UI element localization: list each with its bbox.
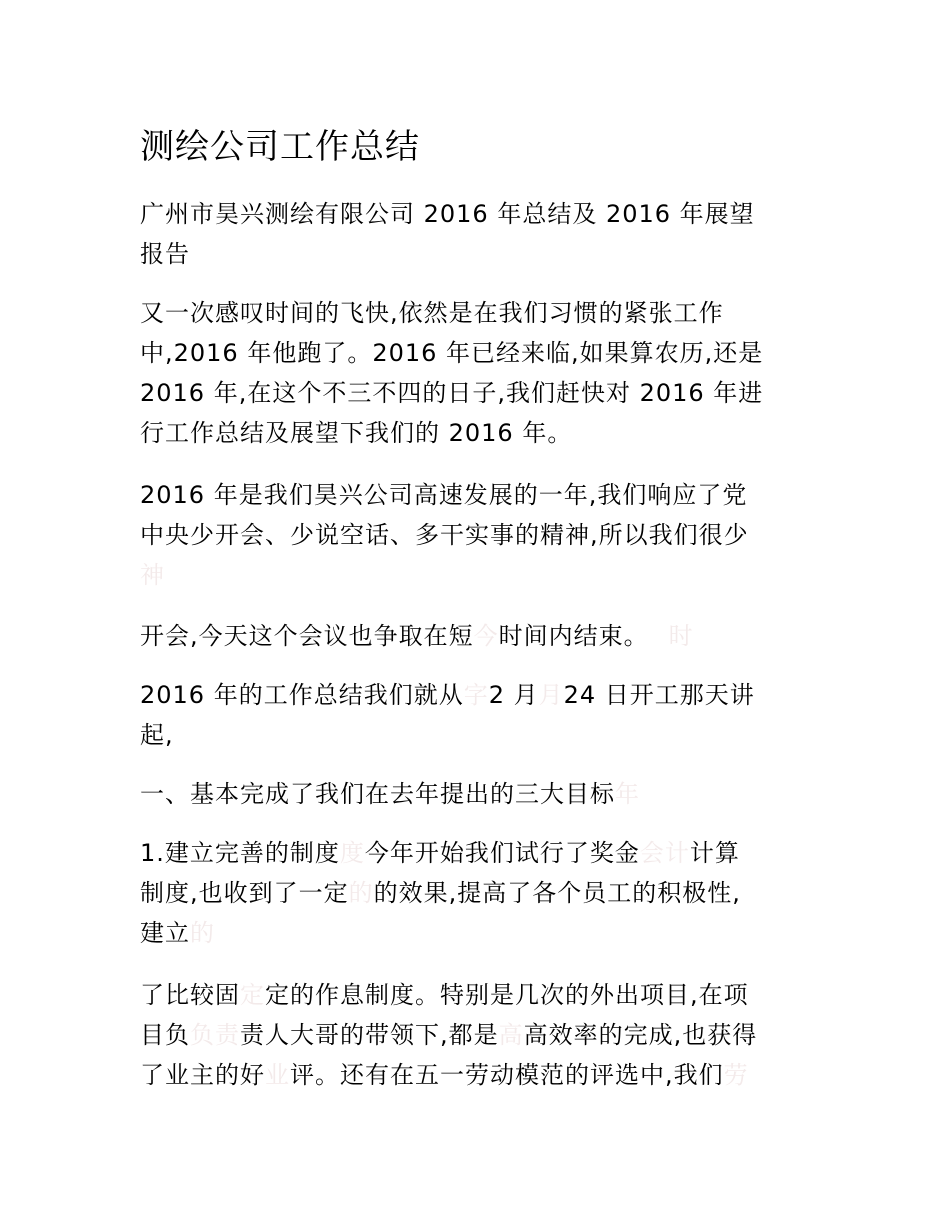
faint-watermark-char: 的 [348,879,374,907]
text-segment: 高效率的完成,也获得 [523,1021,758,1049]
text-segment: 责人大哥的带领下,都是 [240,1021,499,1049]
faint-watermark-char: 字 [463,681,489,709]
text-segment: 计算 [689,839,740,867]
text-segment: 开会,今天这个会议也争取在短 [140,622,474,650]
faint-watermark-char: 高 [498,1021,524,1049]
text-segment: 了业主的好 [140,1061,265,1089]
paragraph-work-start [140,675,755,755]
faint-watermark-char: 业 [265,1061,290,1089]
paragraph-meeting [140,616,694,656]
faint-watermark-char: 今 [473,622,499,650]
paragraph-section-heading [140,774,640,814]
text-segment: 时间内结束。 [498,622,649,650]
faint-watermark-char: 时 [668,622,694,650]
text-segment: 目负 [140,1021,190,1049]
text-segment: 定的作息制度。特别是几次的外出项目,在项 [265,981,749,1009]
text-segment: 2016 年的工作总结我们就从 [140,681,464,709]
text-segment: 了比较固 [140,981,240,1009]
faint-watermark-char: 劳 [723,1061,749,1089]
paragraph-schedule [140,975,757,1095]
text-line: 中央少开会、少说空话、多干实事的精神,所以我们很少 [140,521,749,549]
paragraph-development [140,475,749,595]
text-line: 广州市昊兴测绘有限公司 2016 年总结及 2016 年展望 [140,200,755,228]
text-segment: 的效果,提高了各个员工的积极性, [373,879,741,907]
faint-watermark-char: 的 [190,919,215,947]
paragraph-system [140,833,741,953]
faint-watermark-char: 年 [615,780,640,808]
paragraph-company-report [140,194,755,274]
text-line: 又一次感叹时间的飞快,依然是在我们习惯的紧张工作 [140,299,724,327]
text-segment: 建立 [140,919,190,947]
faint-watermark-char: 神 [140,561,165,589]
text-segment: 1.建立完善的制度 [140,839,340,867]
text-line: 行工作总结及展望下我们的 2016 年。 [140,419,573,447]
text-line: 报告 [140,240,190,268]
text-line: 2016 年,在这个不三不四的日子,我们赶快对 2016 年进 [140,379,764,407]
faint-watermark-char: 月 [538,681,564,709]
text-line: 起, [140,721,174,749]
document-title: 测绘公司工作总结 [140,127,420,167]
faint-watermark-char: 度 [339,839,365,867]
faint-watermark-char: 负责 [190,1021,240,1049]
text-segment: 24 日开工那天讲 [563,681,755,709]
section-heading: 一、基本完成了我们在去年提出的三大目标 [140,780,615,808]
text-segment: 今年开始我们试行了奖金 [364,839,640,867]
text-segment: 2 月 [488,681,539,709]
text-segment: 制度,也收到了一定 [140,879,349,907]
paragraph-intro [140,293,763,453]
text-line: 2016 年是我们昊兴公司高速发展的一年,我们响应了党 [140,481,748,509]
faint-watermark-char: 会计 [639,839,690,867]
faint-watermark-char: 定 [240,981,265,1009]
text-line: 中,2016 年他跑了。2016 年已经来临,如果算农历,还是 [140,339,764,367]
text-segment: 评。还有在五一劳动模范的评选中,我们 [290,1061,724,1089]
